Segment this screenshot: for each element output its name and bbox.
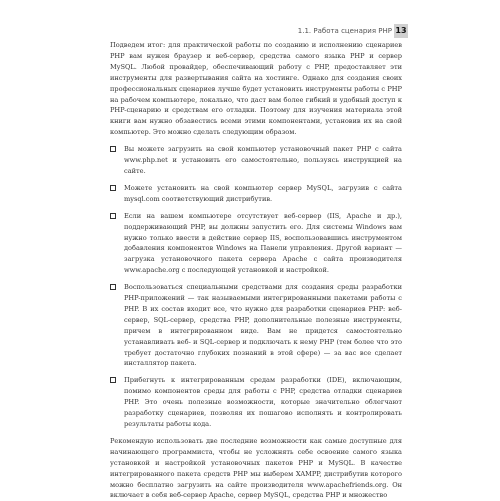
bullet-text: Вы можете загрузить на свой компьютер установочный пакет PHP с сайта www.php.net и установить его самостоятельно, пользуясь инструкцией на сайте. — [124, 145, 402, 175]
page-body — [110, 40, 402, 501]
running-head-title: 1.1. Работа сценария PHP — [297, 27, 392, 35]
square-bullet-icon — [110, 284, 116, 290]
bullet-item — [110, 183, 402, 205]
bullet-list — [110, 144, 402, 430]
closing-paragraph: Рекомендую использовать две последние возможности как самые доступные для начинающего программиста, чтобы не усложнять себе освоение самого языка установкой и настройкой установочных пакетов PHP и MySQL. В качестве интегрированного пакета средств PHP мы выберем XAMPP, дистрибутив которого можно бесплатно загрузить на сайте производителя www.apachefriends.org. Он включает в себя веб-сервер Apache, сервер MySQL, средства PHP и множество — [110, 436, 402, 500]
bullet-text: Прибегнуть к интегрированным средам разработки (IDE), включающим, помимо компонентов среды для работы с PHP, средства отладки сценариев PHP. Это очень полезные возможности, которые значительно облегчают разработку сценариев, позволяя их пошагово исполнять и контролировать результаты работы кода. — [124, 376, 402, 428]
square-bullet-icon — [110, 377, 116, 383]
bullet-item — [110, 282, 402, 369]
bullet-item — [110, 144, 402, 177]
bullet-item — [110, 211, 402, 276]
square-bullet-icon — [110, 213, 116, 219]
page-number: 13 — [394, 24, 408, 38]
intro-paragraph: Подведем итог: для практической работы по созданию и исполнению сценариев PHP вам нужен браузер и веб-сервер, средства самого языка PHP и сервер MySQL. Любой провайдер, обеспечивающий работу с PHP, предоставляет эти инструменты для развертывания сайта на хостинге. Однако для создания своих профессиональных сценариев лучше будет установить инструменты работы с PHP на рабочем компьютере, локально, что даст вам более гибкий и удобный доступ к PHP-сценарию и средствам его отладки. Поэтому для изучения материала этой книги вам нужно обзавестись всеми этими компонентами, установив их на свой компьютер. Это можно сделать следующим образом. — [110, 41, 402, 137]
bullet-text: Воспользоваться специальными средствами для создания среды разработки PHP-приложений — так называемыми интегрированными пакетами работы с PHP. В их состав входит все, что нужно для разработки сценариев PHP: веб-сервер, SQL-сервер, средства PHP, дополнительные полезные инструменты, причем в интегрированном виде. Вам не придется самостоятельно устанавливать веб- и SQL-сервер и подключать к нему PHP (тем более что это требует достаточно глубоких познаний в этой сфере) — за вас все сделает инсталлятор пакета. — [124, 283, 402, 368]
bullet-item — [110, 375, 402, 430]
square-bullet-icon — [110, 146, 116, 152]
bullet-text: Если на вашем компьютере отсутствует веб-сервер (IIS, Apache и др.), поддерживающий PHP, вы должны запустить его. Для системы Windows вам нужно только ввести в действие сервер IIS, воспользовавшись инструментом добавления компонентов Windows на Панели управления. Другой вариант — загрузка установочного пакета сервера Apache с сайта производителя www.apache.org с последующей установкой и настройкой. — [124, 211, 402, 275]
bullet-text: Можете установить на свой компьютер сервер MySQL, загрузив с сайта mysql.com соответствующий дистрибутив. — [124, 183, 402, 203]
square-bullet-icon — [110, 185, 116, 191]
